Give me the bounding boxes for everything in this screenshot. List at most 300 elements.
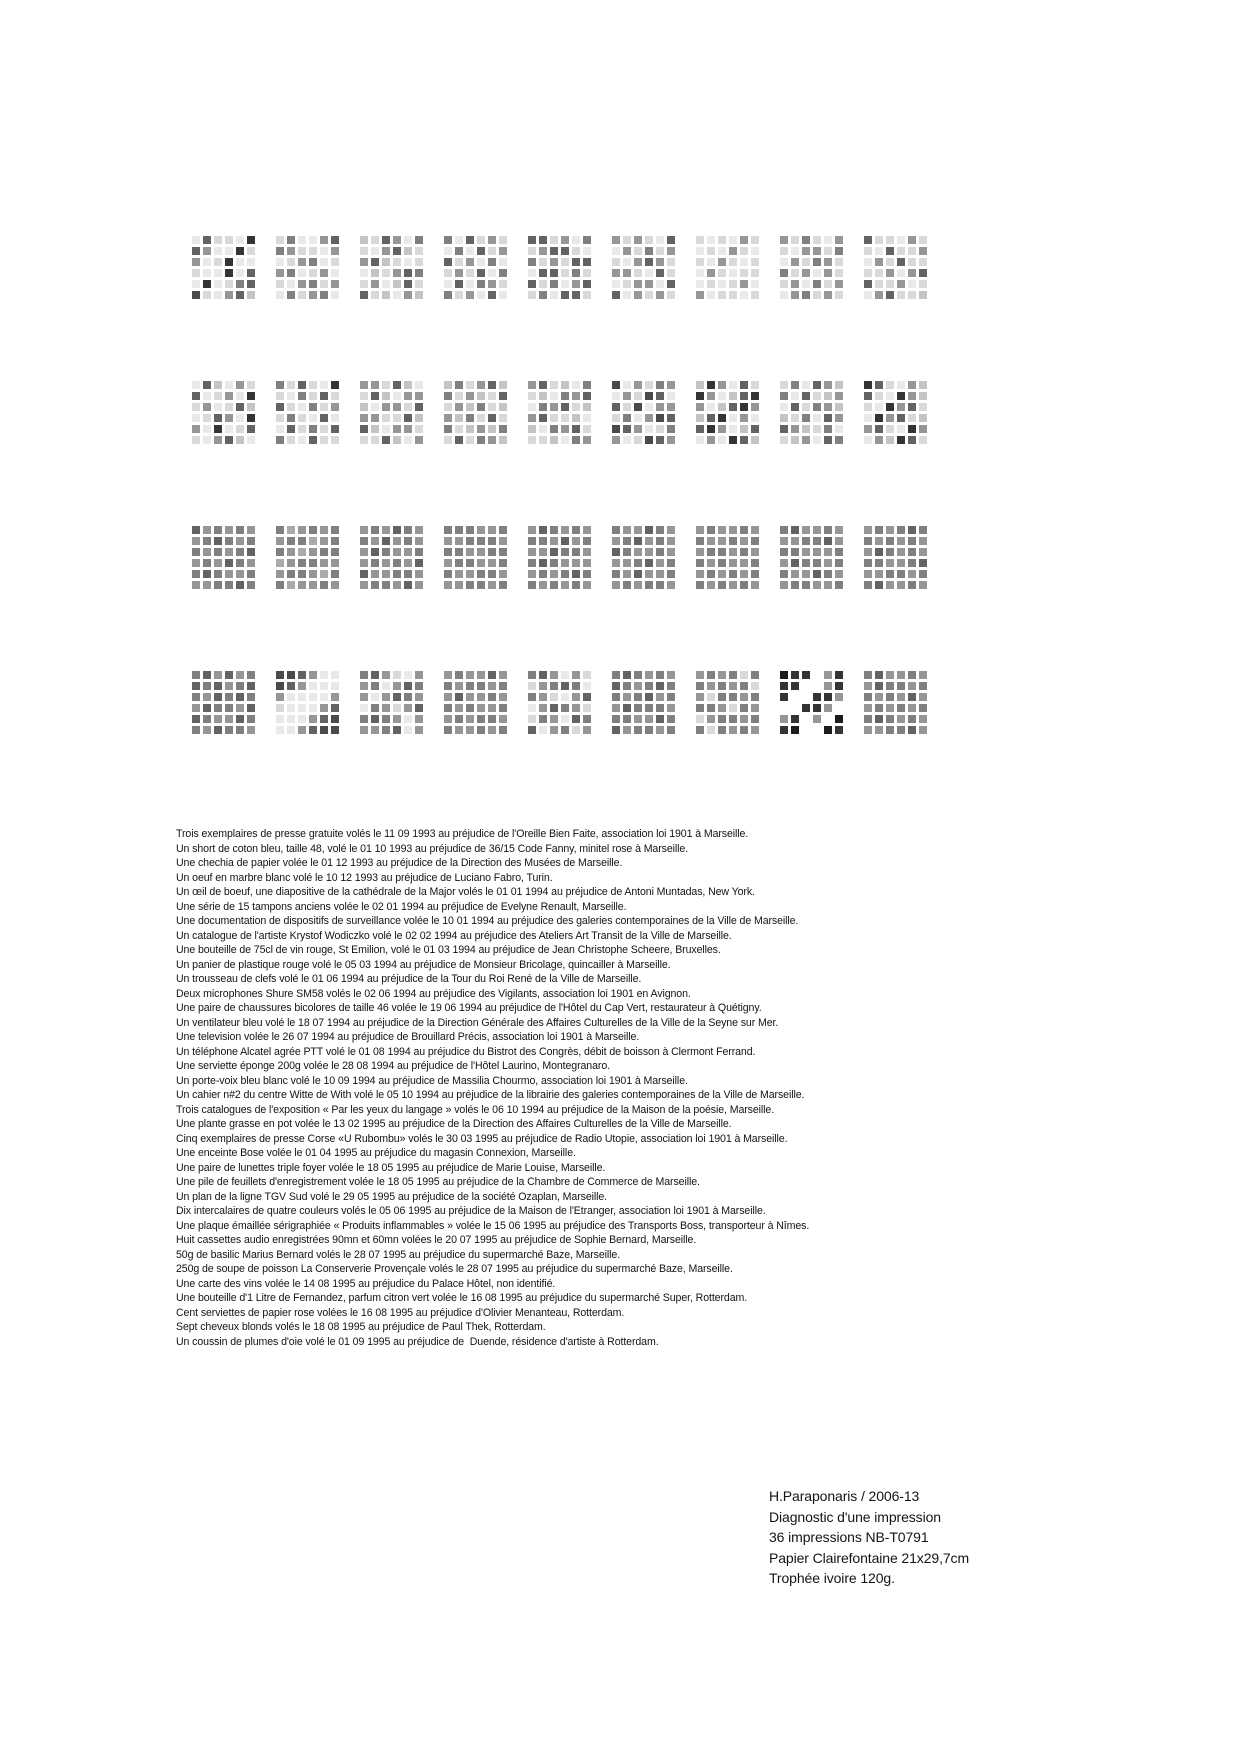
pattern-cell [583, 559, 591, 567]
pattern-cell [623, 715, 631, 723]
pattern-cell [707, 682, 715, 690]
pattern-cell [488, 291, 496, 299]
pattern-cell [572, 548, 580, 556]
pattern-cell [623, 414, 631, 422]
pattern [696, 671, 759, 734]
pattern-cell [214, 682, 222, 690]
pattern-cell [247, 269, 255, 277]
pattern-cell [415, 715, 423, 723]
pattern-cell [225, 425, 233, 433]
pattern-cell [214, 291, 222, 299]
pattern-cell [824, 537, 832, 545]
pattern-cell [528, 682, 536, 690]
pattern-cell [835, 247, 843, 255]
pattern-cell [404, 693, 412, 701]
pattern-cell [276, 280, 284, 288]
pattern-cell [247, 715, 255, 723]
pattern-cell [528, 559, 536, 567]
pattern-cell [718, 682, 726, 690]
pattern-cell [415, 280, 423, 288]
pattern-cell [667, 671, 675, 679]
pattern-cell [583, 258, 591, 266]
pattern-cell [780, 715, 788, 723]
pattern-cell [404, 671, 412, 679]
pattern-cell [415, 392, 423, 400]
pattern-cell [908, 726, 916, 734]
pattern-cell [886, 559, 894, 567]
pattern-cell [864, 526, 872, 534]
pattern-cell [528, 548, 536, 556]
pattern-cell [499, 715, 507, 723]
pattern-cell [382, 693, 390, 701]
pattern-cell [360, 291, 368, 299]
pattern-cell [415, 526, 423, 534]
pattern-cell [623, 548, 631, 556]
pattern-cell [634, 581, 642, 589]
pattern-cell [583, 403, 591, 411]
pattern-cell [875, 291, 883, 299]
pattern-cell [729, 671, 737, 679]
pattern-cell [780, 570, 788, 578]
pattern-cell [287, 682, 295, 690]
pattern-cell [236, 526, 244, 534]
pattern-cell [331, 247, 339, 255]
pattern-cell [287, 392, 295, 400]
pattern-cell [309, 425, 317, 433]
pattern-cell [371, 269, 379, 277]
colophon [769, 1486, 969, 1589]
pattern-cell [247, 548, 255, 556]
pattern-cell [667, 381, 675, 389]
pattern-cell [740, 693, 748, 701]
pattern-cell [645, 682, 653, 690]
pattern-cell [287, 291, 295, 299]
pattern-cell [886, 693, 894, 701]
pattern-cell [415, 436, 423, 444]
pattern-cell [656, 693, 664, 701]
pattern [612, 526, 675, 589]
pattern-cell [539, 247, 547, 255]
pattern-cell [192, 671, 200, 679]
pattern-cell [371, 392, 379, 400]
pattern-cell [791, 570, 799, 578]
pattern-cell [371, 414, 379, 422]
pattern-cell [696, 682, 704, 690]
pattern-cell [835, 715, 843, 723]
pattern-cell [236, 559, 244, 567]
pattern-cell [320, 291, 328, 299]
pattern-cell [393, 236, 401, 244]
pattern-cell [561, 403, 569, 411]
pattern-cell [331, 414, 339, 422]
pattern-cell [455, 526, 463, 534]
pattern-cell [634, 414, 642, 422]
pattern-cell [623, 559, 631, 567]
pattern [780, 671, 843, 734]
pattern-cell [802, 548, 810, 556]
pattern-cell [276, 715, 284, 723]
pattern-cell [214, 693, 222, 701]
pattern-cell [751, 682, 759, 690]
pattern-cell [908, 548, 916, 556]
pattern-cell [802, 280, 810, 288]
pattern-cell [729, 392, 737, 400]
pattern-cell [287, 381, 295, 389]
pattern-cell [225, 671, 233, 679]
pattern-cell [864, 381, 872, 389]
pattern-cell [634, 682, 642, 690]
pattern-cell [835, 280, 843, 288]
pattern-cell [656, 704, 664, 712]
pattern-cell [276, 291, 284, 299]
pattern-cell [634, 381, 642, 389]
pattern-cell [539, 526, 547, 534]
pattern-cell [875, 381, 883, 389]
pattern-cell [320, 425, 328, 433]
pattern-cell [415, 570, 423, 578]
pattern-cell [919, 537, 927, 545]
pattern-cell [214, 392, 222, 400]
pattern [612, 381, 675, 444]
pattern-cell [667, 414, 675, 422]
pattern-cell [583, 291, 591, 299]
pattern [276, 381, 339, 444]
pattern [528, 381, 591, 444]
pattern-cell [477, 671, 485, 679]
pattern-cell [214, 581, 222, 589]
pattern-cell [875, 403, 883, 411]
pattern-cell [802, 726, 810, 734]
pattern-cell [444, 526, 452, 534]
pattern-cell [477, 381, 485, 389]
pattern-cell [466, 392, 474, 400]
pattern-cell [561, 436, 569, 444]
pattern-cell [667, 537, 675, 545]
pattern-cell [320, 269, 328, 277]
pattern-cell [572, 526, 580, 534]
pattern-cell [539, 436, 547, 444]
pattern-cell [214, 258, 222, 266]
pattern-cell [499, 671, 507, 679]
pattern-cell [466, 682, 474, 690]
pattern-cell [309, 682, 317, 690]
pattern-cell [455, 425, 463, 433]
pattern-cell [404, 682, 412, 690]
pattern-cell [276, 269, 284, 277]
pattern-cell [583, 581, 591, 589]
pattern-cell [203, 548, 211, 556]
pattern-cell [612, 414, 620, 422]
pattern-cell [550, 236, 558, 244]
pattern-cell [908, 671, 916, 679]
pattern-cell [466, 291, 474, 299]
pattern-cell [192, 403, 200, 411]
pattern-cell [751, 715, 759, 723]
pattern-cell [780, 559, 788, 567]
pattern-cell [236, 291, 244, 299]
pattern-cell [192, 247, 200, 255]
pattern-cell [225, 537, 233, 545]
pattern-cell [656, 236, 664, 244]
pattern-cell [382, 726, 390, 734]
list-line: Une chechia de papier volée le 01 12 1993 au préjudice de la Direction des Musées de Marseille. [176, 857, 623, 869]
pattern-cell [371, 682, 379, 690]
pattern-cell [813, 269, 821, 277]
pattern-cell [824, 403, 832, 411]
pattern-cell [382, 537, 390, 545]
pattern-cell [488, 392, 496, 400]
pattern-cell [707, 425, 715, 433]
pattern-cell [236, 381, 244, 389]
pattern-cell [466, 258, 474, 266]
pattern-cell [539, 258, 547, 266]
pattern-cell [203, 671, 211, 679]
pattern-cell [320, 693, 328, 701]
pattern-cell [214, 548, 222, 556]
list-line: Une carte des vins volée le 14 08 1995 au préjudice du Palace Hôtel, non identifié. [176, 1277, 556, 1290]
pattern-cell [707, 436, 715, 444]
pattern-cell [824, 548, 832, 556]
pattern-cell [499, 236, 507, 244]
pattern-cell [455, 291, 463, 299]
pattern-cell [404, 436, 412, 444]
pattern-cell [623, 671, 631, 679]
pattern-cell [572, 236, 580, 244]
pattern-cell [236, 236, 244, 244]
pattern-cell [656, 392, 664, 400]
pattern-cell [791, 436, 799, 444]
pattern-cell [192, 693, 200, 701]
pattern-cell [824, 414, 832, 422]
pattern-cell [572, 693, 580, 701]
pattern-cell [824, 280, 832, 288]
pattern-cell [729, 537, 737, 545]
pattern-cell [203, 436, 211, 444]
pattern-cell [309, 414, 317, 422]
pattern-cell [729, 693, 737, 701]
pattern-cell [287, 258, 295, 266]
pattern-cell [371, 559, 379, 567]
pattern-cell [707, 570, 715, 578]
pattern-cell [623, 526, 631, 534]
pattern [612, 236, 675, 299]
pattern-cell [707, 559, 715, 567]
pattern-cell [875, 682, 883, 690]
pattern-cell [561, 526, 569, 534]
pattern-cell [919, 247, 927, 255]
pattern-cell [550, 269, 558, 277]
pattern-cell [360, 537, 368, 545]
pattern-cell [656, 269, 664, 277]
pattern-cell [718, 559, 726, 567]
pattern-cell [634, 236, 642, 244]
pattern-cell [886, 414, 894, 422]
pattern-cell [740, 236, 748, 244]
list-line: Huit cassettes audio enregistrées 90mn et 60mn volées le 20 07 1995 au préjudice de Sophie Bernard, Marseille. [176, 1234, 697, 1246]
pattern-cell [477, 537, 485, 545]
pattern [192, 671, 255, 734]
pattern-cell [539, 392, 547, 400]
pattern-cell [360, 671, 368, 679]
pattern-cell [404, 291, 412, 299]
pattern-cell [696, 715, 704, 723]
pattern-cell [214, 715, 222, 723]
pattern-cell [791, 403, 799, 411]
pattern-cell [550, 559, 558, 567]
pattern-cell [382, 247, 390, 255]
pattern-cell [612, 258, 620, 266]
pattern-cell [287, 581, 295, 589]
colophon-line: Papier Clairefontaine 21x29,7cm [769, 1549, 970, 1566]
pattern-cell [696, 693, 704, 701]
pattern-cell [729, 570, 737, 578]
pattern-cell [751, 425, 759, 433]
pattern-cell [550, 715, 558, 723]
pattern-cell [499, 704, 507, 712]
pattern-cell [667, 436, 675, 444]
pattern-cell [382, 715, 390, 723]
pattern-cell [320, 704, 328, 712]
pattern-cell [499, 425, 507, 433]
pattern-cell [393, 392, 401, 400]
pattern-cell [612, 537, 620, 545]
pattern-cell [718, 671, 726, 679]
pattern-cell [276, 693, 284, 701]
pattern-cell [287, 548, 295, 556]
pattern-cell [751, 236, 759, 244]
pattern [780, 381, 843, 444]
pattern-cell [813, 559, 821, 567]
pattern-cell [298, 570, 306, 578]
pattern-cell [718, 269, 726, 277]
pattern-cell [561, 280, 569, 288]
pattern-cell [864, 570, 872, 578]
pattern-cell [225, 570, 233, 578]
pattern-cell [550, 247, 558, 255]
pattern-cell [634, 570, 642, 578]
pattern-cell [477, 425, 485, 433]
pattern-cell [561, 581, 569, 589]
pattern-cell [864, 258, 872, 266]
pattern-cell [309, 581, 317, 589]
pattern-cell [192, 548, 200, 556]
pattern-cell [718, 247, 726, 255]
pattern-cell [382, 381, 390, 389]
pattern-cell [488, 682, 496, 690]
pattern-cell [897, 258, 905, 266]
pattern-cell [455, 693, 463, 701]
pattern-cell [572, 280, 580, 288]
pattern-cell [528, 693, 536, 701]
pattern-cell [287, 403, 295, 411]
pattern-cell [751, 537, 759, 545]
pattern-cell [225, 258, 233, 266]
pattern-cell [667, 526, 675, 534]
pattern-cell [813, 247, 821, 255]
pattern-cell [360, 258, 368, 266]
pattern-cell [371, 570, 379, 578]
pattern-cell [583, 236, 591, 244]
pattern-cell [780, 381, 788, 389]
pattern-cell [225, 247, 233, 255]
pattern-cell [908, 291, 916, 299]
pattern-cell [572, 726, 580, 734]
pattern-cell [824, 726, 832, 734]
pattern-cell [360, 693, 368, 701]
pattern-cell [331, 715, 339, 723]
pattern-cell [247, 537, 255, 545]
pattern-cell [751, 704, 759, 712]
pattern-cell [415, 559, 423, 567]
pattern-cell [528, 425, 536, 433]
pattern-cell [919, 570, 927, 578]
colophon-line: H.Paraponaris / 2006-13 [769, 1488, 920, 1504]
pattern-cell [718, 693, 726, 701]
pattern-cell [477, 548, 485, 556]
pattern-cell [623, 269, 631, 277]
pattern-cell [236, 414, 244, 422]
pattern-cell [751, 392, 759, 400]
pattern-cell [382, 526, 390, 534]
pattern-cell [298, 381, 306, 389]
pattern-cell [897, 403, 905, 411]
pattern-cell [488, 671, 496, 679]
pattern-cell [824, 236, 832, 244]
pattern-cell [707, 414, 715, 422]
pattern-cell [444, 403, 452, 411]
pattern-cell [897, 291, 905, 299]
pattern-cell [404, 403, 412, 411]
pattern-cell [236, 581, 244, 589]
pattern-cell [550, 526, 558, 534]
colophon-line: 36 impressions NB-T0791 [769, 1529, 929, 1545]
pattern-cell [331, 236, 339, 244]
pattern-cell [908, 236, 916, 244]
pattern-cell [360, 247, 368, 255]
pattern-cell [192, 559, 200, 567]
pattern-cell [864, 269, 872, 277]
pattern-cell [539, 414, 547, 422]
pattern-cell [360, 704, 368, 712]
pattern-cell [320, 414, 328, 422]
pattern-cell [656, 682, 664, 690]
pattern-cell [645, 704, 653, 712]
pattern-cell [276, 570, 284, 578]
pattern-cell [192, 236, 200, 244]
pattern-cell [919, 392, 927, 400]
pattern-cell [667, 704, 675, 712]
pattern-cell [740, 381, 748, 389]
pattern-cell [371, 715, 379, 723]
pattern-cell [203, 247, 211, 255]
pattern-cell [236, 671, 244, 679]
pattern-cell [393, 280, 401, 288]
pattern-cell [214, 280, 222, 288]
pattern-cell [707, 581, 715, 589]
pattern-cell [214, 414, 222, 422]
pattern-cell [393, 704, 401, 712]
pattern-cell [393, 381, 401, 389]
pattern-cell [813, 548, 821, 556]
pattern-cell [499, 258, 507, 266]
pattern-cell [740, 425, 748, 433]
pattern-cell [740, 671, 748, 679]
pattern-cell [572, 559, 580, 567]
pattern-cell [360, 280, 368, 288]
pattern-cell [886, 269, 894, 277]
pattern-cell [908, 537, 916, 545]
list-line: Une bouteille d'1 Litre de Fernandez, parfum citron vert volée le 16 08 1995 au préjudice du supermarché Super, Rotterdam. [176, 1292, 748, 1304]
